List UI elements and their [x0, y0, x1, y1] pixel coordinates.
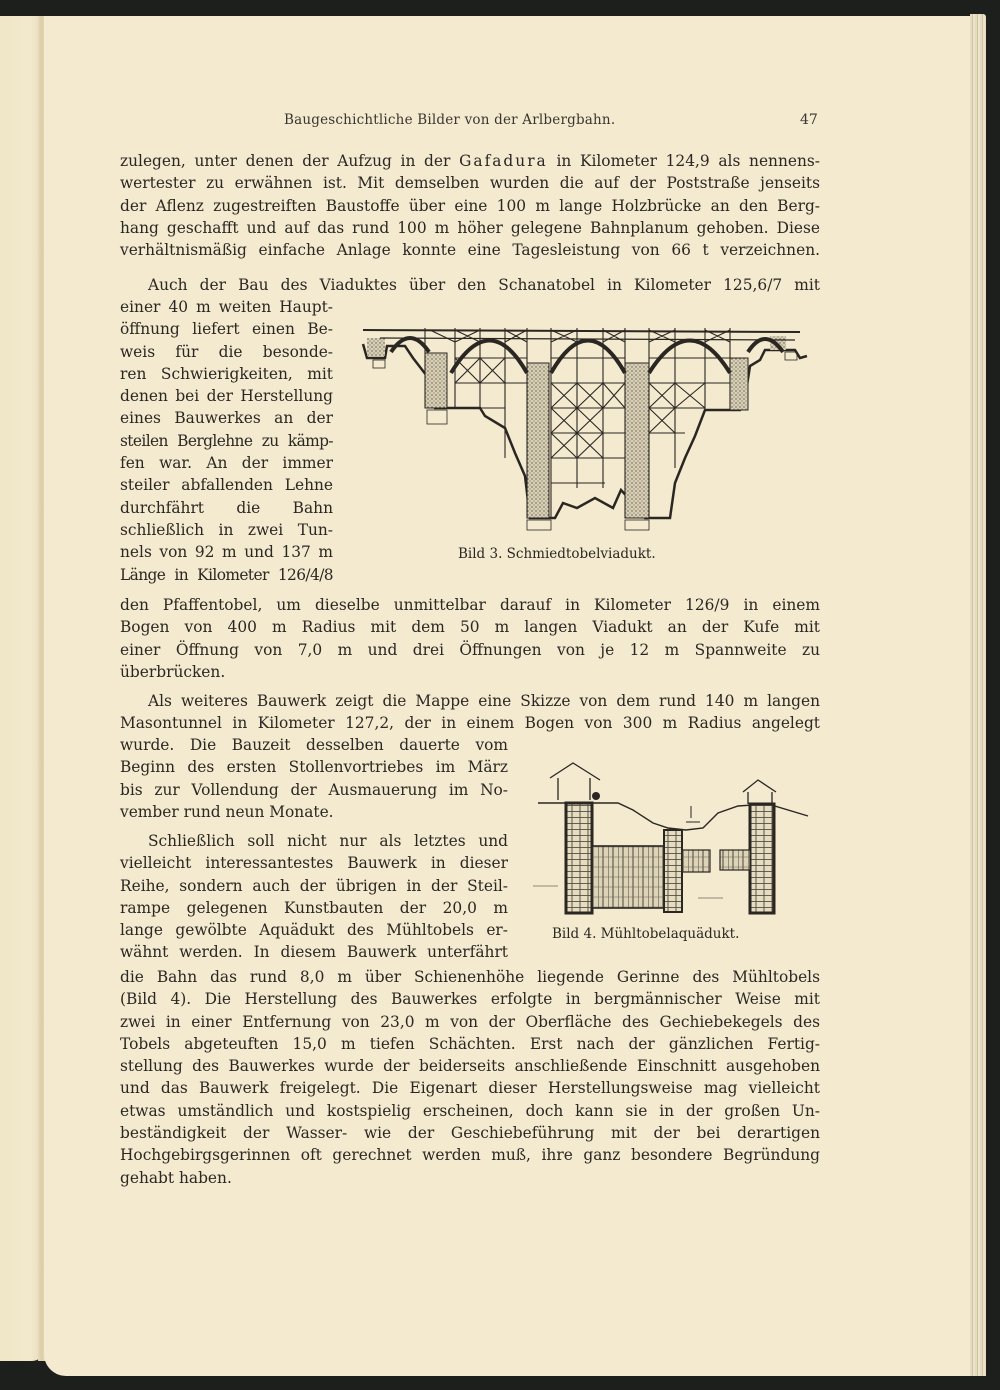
- text-line: gehabt haben.: [120, 1168, 232, 1187]
- text-line: zwei in einer Entfernung von 23,0 m von der Oberfläche des Gechiebekegels des: [120, 1012, 820, 1031]
- right-shaft: [750, 804, 774, 913]
- text-line: denen bei der Herstellung: [120, 387, 333, 406]
- text-line: ren Schwierigkeiten, mit: [120, 364, 333, 383]
- text-line: rampe gelegenen Kunstbauten der 20,0 m: [120, 898, 508, 917]
- text-line: die Bahn das rund 8,0 m über Schienenhöhe liegende Gerinne des Mühltobels: [120, 968, 820, 986]
- pier: [527, 363, 549, 518]
- text-line: fen war. An der immer: [120, 454, 333, 473]
- text-line: wertester zu erwähnen ist. Mit demselben wurden die auf der Poststraße jenseits: [120, 174, 820, 193]
- paragraph-3: [120, 690, 820, 735]
- text-line: wurde. Die Bauzeit desselben dauerte vom: [120, 736, 508, 754]
- text-line: den Pfaffentobel, um dieselbe unmittelbar darauf in Kilometer 126/9 in einem: [120, 596, 820, 614]
- text-line: nels von 92 m und 137 m: [120, 543, 333, 562]
- text-line: hang geschafft und auf das rund 100 m höher gelegene Bahnplanum gehoben. Diese: [120, 218, 820, 237]
- text-line: und das Bauwerk freigelegt. Die Eigenart dieser Herstellungsweise mag vielleicht: [120, 1079, 820, 1098]
- text-line: Bogen von 400 m Radius mit dem 50 m langen Viadukt an der Kufe mit: [120, 618, 820, 637]
- pier: [425, 353, 447, 408]
- running-title: Baugeschichtliche Bilder von der Arlbergbahn.: [284, 112, 616, 128]
- paragraph-3-wrapped: [120, 734, 508, 823]
- text-line: Als weiteres Bauwerk zeigt die Mappe eine Skizze von dem rund 140 m langen: [148, 692, 820, 710]
- pier: [625, 363, 649, 518]
- pier: [730, 358, 748, 410]
- arch: [391, 338, 429, 352]
- aqueduct-vault: [592, 846, 664, 908]
- paragraph-1: [120, 150, 820, 261]
- text-line: überbrücken.: [120, 662, 226, 681]
- text-line: steilen Berglehne zu kämp-: [120, 431, 333, 450]
- text-line: Schließlich soll nicht nur als letztes und: [148, 832, 508, 850]
- text-line: eines Bauwerkes an der: [120, 409, 333, 428]
- spaced-name: Gafadura: [459, 152, 548, 170]
- text-line: Tobels abgeteuften 15,0 m tiefen Schächten. Erst nach der gänzlichen Fertig-: [120, 1034, 820, 1053]
- text-line: stellung des Bauwerkes wurde der beiderseits anschließende Einschnitt ausgehoben: [120, 1057, 820, 1076]
- figure-3-caption: Bild 3. Schmiedtobelviadukt.: [458, 546, 656, 562]
- paragraph-2-wrapped: [120, 296, 333, 586]
- text-line: verhältnismäßig einfache Anlage konnte eine Tagesleistung von 66 t verzeichnen.: [120, 241, 820, 260]
- paragraph-4-wrapped: [120, 830, 508, 964]
- figure-4-caption: Bild 4. Mühltobelaquädukt.: [552, 926, 740, 942]
- text-line: Länge in Kilometer 126/4/8: [120, 565, 333, 584]
- text-line: lange gewölbte Aquädukt des Mühltobels er-: [120, 921, 508, 940]
- text-line: Hochgebirgsgerinnen oft gerechnet werden muß, ihre ganz besondere Begründung: [120, 1146, 820, 1165]
- text-line: beständigkeit der Wasser- wie der Geschiebeführung mit der bei derartigen: [120, 1124, 820, 1143]
- text-line: Auch der Bau des Viaduktes über den Schanatobel in Kilometer 125,6/7 mit: [148, 276, 820, 294]
- page-number: 47: [800, 112, 818, 128]
- paragraph-2-rest: [120, 594, 820, 683]
- figure-3-viaduct-drawing: [355, 318, 815, 538]
- arch: [451, 341, 527, 374]
- text-line: vember rund neun Monate.: [120, 802, 334, 821]
- text-line: weis für die besonde-: [120, 342, 333, 361]
- paragraph-4-rest: [120, 966, 820, 1189]
- arch: [649, 341, 730, 374]
- middle-pier: [664, 830, 682, 912]
- text-line: der Aflenz zugestreiften Baustoffe über eine 100 m lange Holzbrücke an den Berg-: [120, 196, 820, 215]
- page-stack-edge: [970, 14, 986, 1376]
- text-line: Reihe, sondern auch der übrigen in der Steil-: [120, 876, 508, 895]
- abutment: [367, 338, 385, 356]
- arch: [551, 341, 625, 374]
- text-line: bis zur Vollendung der Ausmauerung im No-: [120, 780, 508, 799]
- text-line: wähnt werden. In diesem Bauwerk unterfährt: [120, 943, 508, 962]
- text-line: zulegen, unter denen der Aufzug in der Gafadura in Kilometer 124,9 als nennens-: [120, 152, 821, 170]
- text-line: öffnung liefert einen Be-: [120, 320, 333, 339]
- text-line: einer Öffnung von 7,0 m und drei Öffnungen von je 12 m Spannweite zu: [120, 640, 820, 659]
- left-shaft: [566, 803, 592, 913]
- text-line: Masontunnel in Kilometer 127,2, der in einem Bogen von 300 m Radius angelegt: [120, 714, 820, 733]
- text-line: Beginn des ersten Stollenvortriebes im März: [120, 758, 508, 777]
- paragraph-2-first-line: [120, 274, 820, 296]
- text-line: einer 40 m weiten Haupt-: [120, 298, 333, 316]
- text-line: steiler abfallenden Lehne: [120, 476, 333, 495]
- text-line: vielleicht interessantestes Bauwerk in dieser: [120, 854, 508, 873]
- text-line: durchfährt die Bahn: [120, 498, 333, 517]
- figure-4-aqueduct-drawing: [528, 758, 813, 918]
- text-line: schließlich in zwei Tun-: [120, 520, 333, 539]
- text-line: etwas umständlich und kostspielig erscheinen, doch kann sie in der großen Un-: [120, 1101, 820, 1120]
- text-line: (Bild 4). Die Herstellung des Bauwerkes erfolgte in bergmännischer Weise mit: [120, 990, 820, 1009]
